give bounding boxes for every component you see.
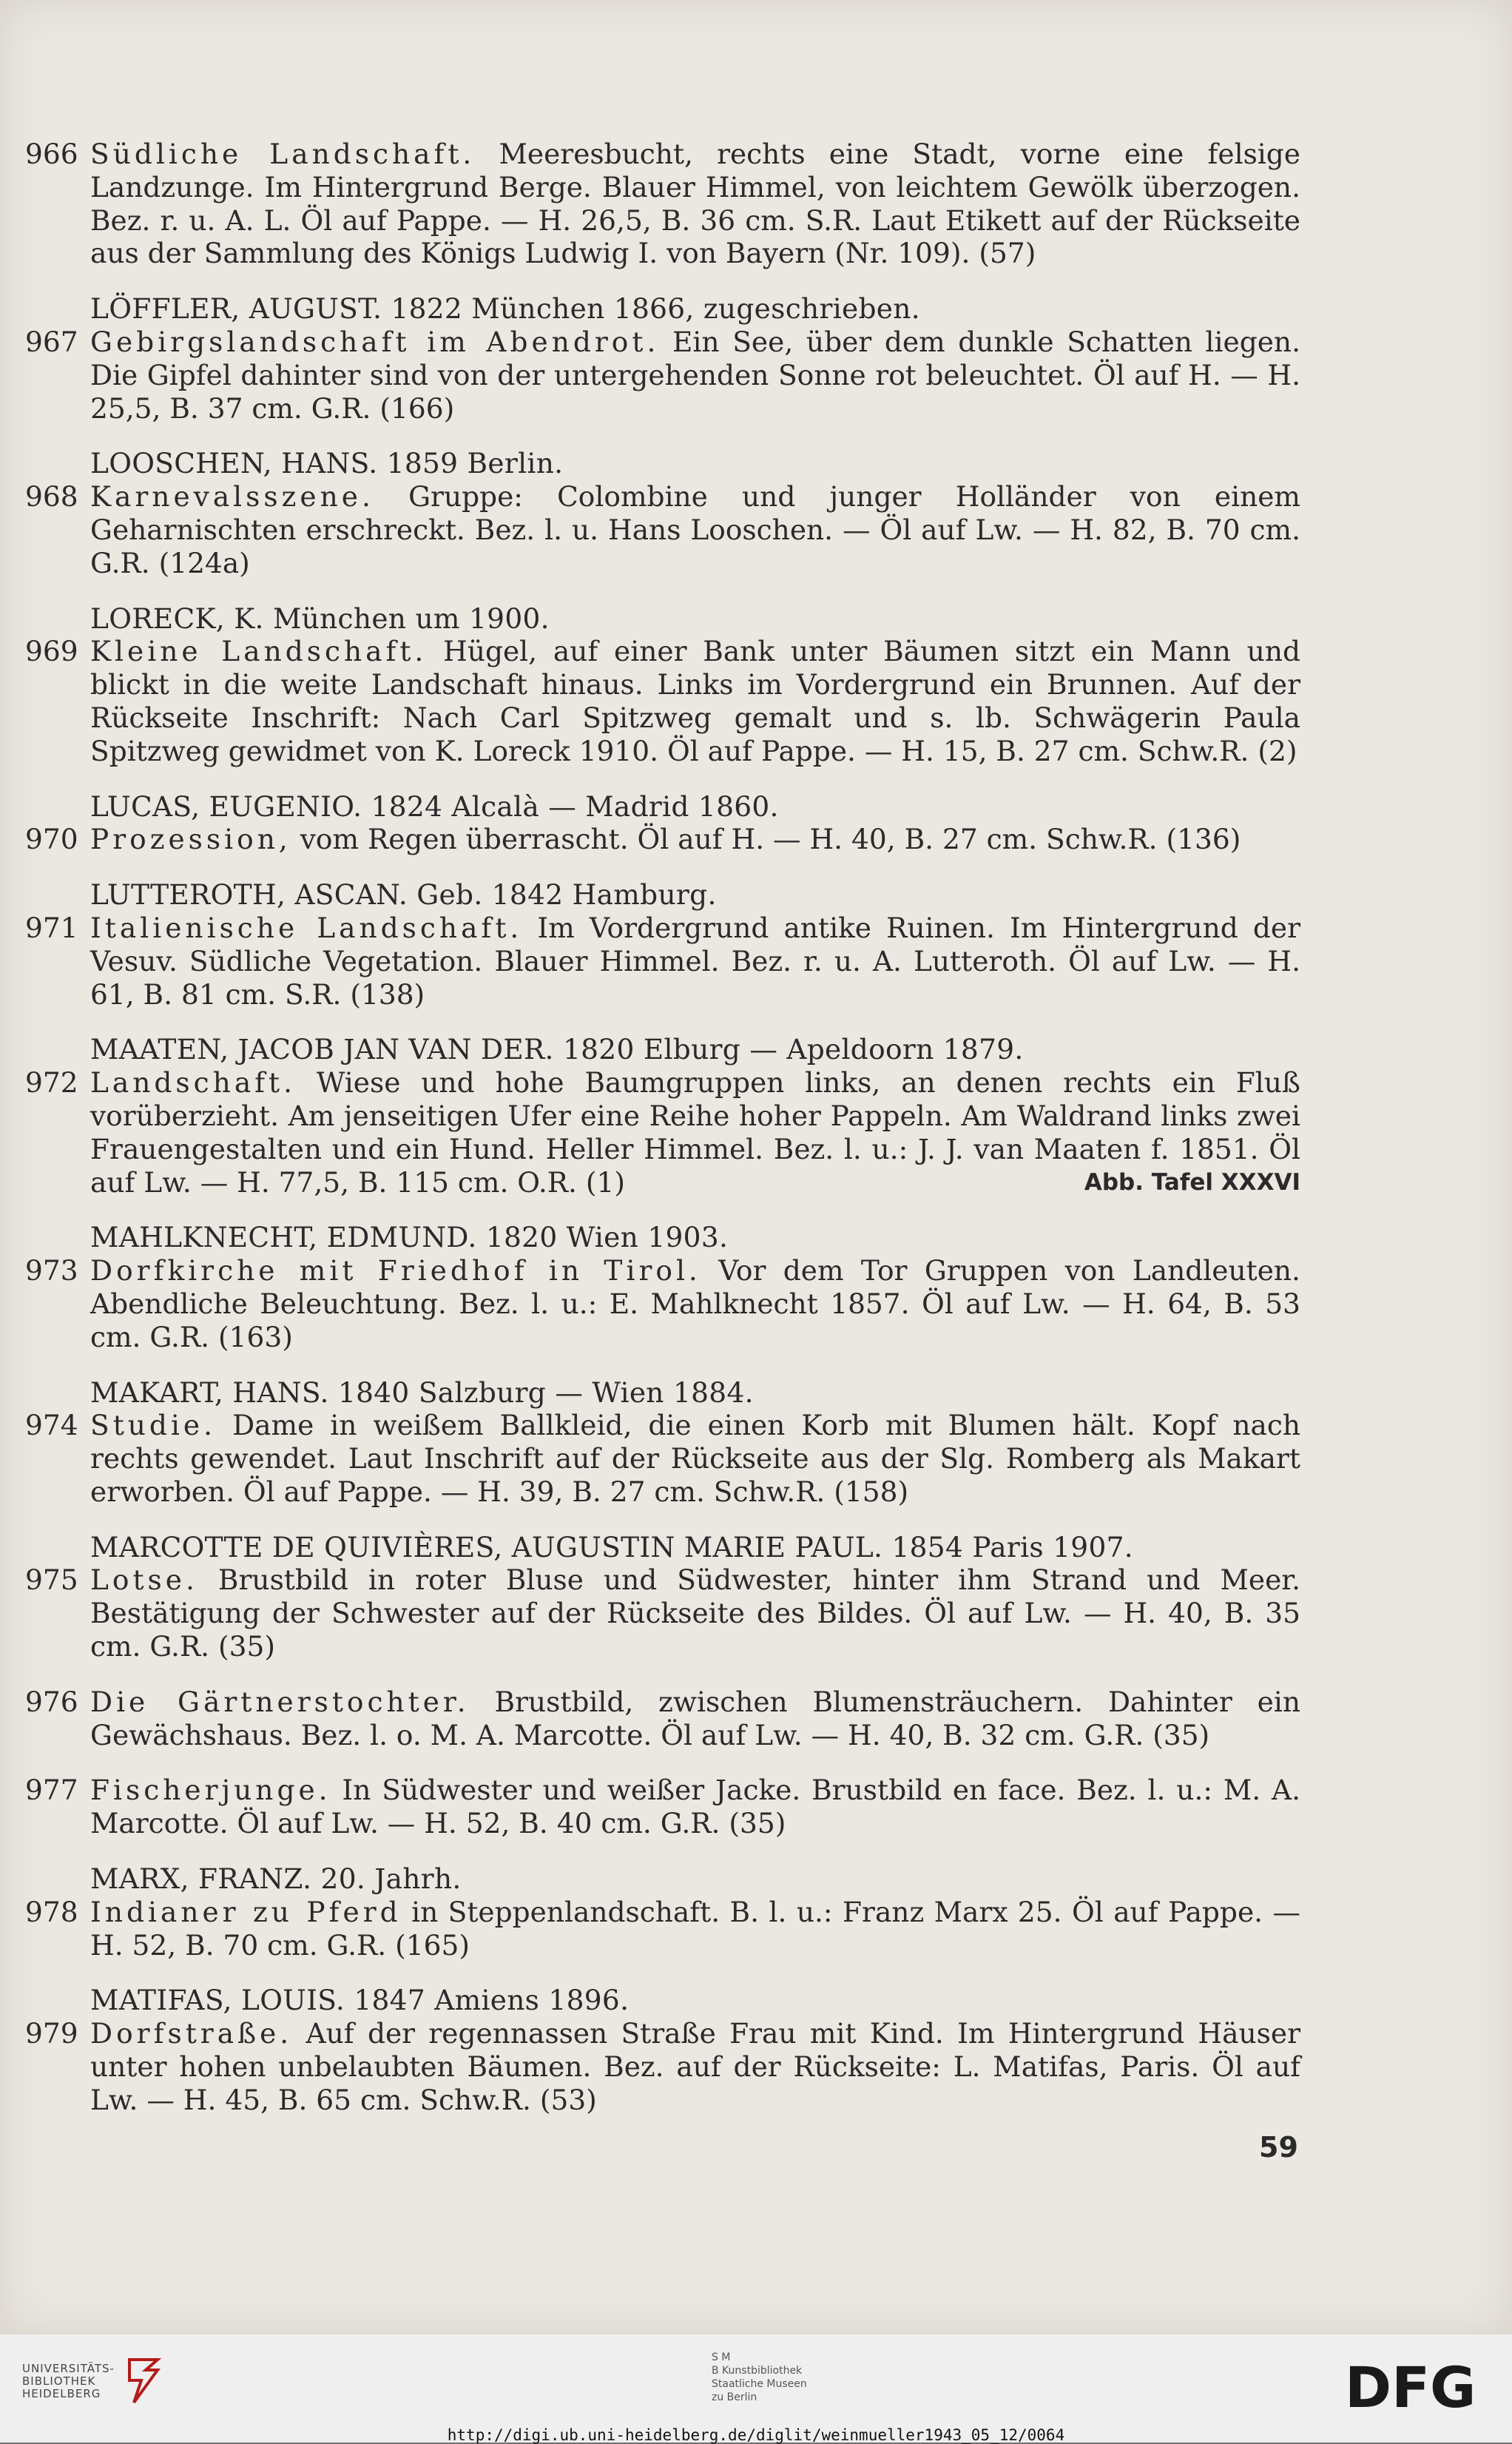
entry-text: Auf der regennassen Straße Frau mit Kind. Im Hintergrund Häuser unter hohen unbelaubten Bäumen. Bez. auf der Rückseite: L. Matifas, Paris. Öl auf Lw. — H. 45, B. 65 cm. Schw.R. (53) xyxy=(90,2017,1300,2116)
catalog-entry xyxy=(25,1066,1300,1199)
entry-number: 973 xyxy=(25,1254,78,1287)
artist-heading: MARCOTTE DE QUIVIÈRES, AUGUSTIN MARIE PAUL. 1854 Paris 1907. xyxy=(90,1530,1133,1563)
entry-title: Die Gärtnerstochter. xyxy=(90,1685,470,1718)
entry-title: Gebirgslandschaft im Abendrot. xyxy=(90,325,660,358)
entry-description xyxy=(90,138,1300,270)
entry-text: In Südwester und weißer Jacke. Brustbild en face. Bez. l. u.: M. A. Marcotte. Öl auf Lw. — H. 52, B. 40 cm. G.R. (35) xyxy=(90,1774,1300,1840)
catalog-entry xyxy=(25,635,1300,767)
artist-heading: LÖFFLER, AUGUST. 1822 München 1866, zugeschrieben. xyxy=(90,292,920,326)
entry-text: Hügel, auf einer Bank unter Bäumen sitzt ein Mann und blickt in die weite Landschaft hinaus. Links im Vordergrund ein Brunnen. Auf der Rückseite Inschrift: Nach Carl Spitzweg gemalt und s. lb. Schwägerin Paula Spitzweg gewidmet von K. Loreck 1910. Öl auf Pappe. — H. 15, B. 27 cm. Schw.R. (2) xyxy=(90,635,1300,767)
entry-title: Südliche Landschaft. xyxy=(90,138,476,170)
entry-number: 971 xyxy=(25,911,78,944)
entry-title: Prozession, xyxy=(90,823,291,856)
university-name: UNIVERSITÄTS- BIBLIOTHEK HEIDELBERG xyxy=(22,2361,115,2400)
entry-number: 968 xyxy=(25,480,78,514)
catalog-entry xyxy=(25,138,1300,270)
entry-title: Lotse. xyxy=(90,1563,198,1597)
heidelberg-emblem-icon xyxy=(124,2355,163,2407)
catalog-entry xyxy=(25,1774,1300,1840)
entry-number: 975 xyxy=(25,1563,78,1597)
catalog-entry xyxy=(25,912,1300,1011)
entry-number: 970 xyxy=(25,823,78,856)
entry-title: Studie. xyxy=(90,1409,217,1442)
entry-number: 969 xyxy=(25,635,78,668)
entry-number: 979 xyxy=(25,2017,78,2050)
entry-number: 976 xyxy=(25,1685,78,1718)
entry-number: 972 xyxy=(25,1066,78,1100)
entry-description xyxy=(90,1774,1300,1840)
entry-text: vom Regen überrascht. Öl auf H. — H. 40, B. 27 cm. Schw.R. (136) xyxy=(291,823,1241,856)
entry-text: Vor dem Tor Gruppen von Landleuten. Abendliche Beleuchtung. Bez. l. u.: E. Mahlknecht 1857. Öl auf Lw. — H. 64, B. 53 cm. G.R. (163) xyxy=(90,1254,1300,1353)
catalog-entry xyxy=(25,823,1300,856)
entry-text: Wiese und hohe Baumgruppen links, an denen rechts ein Fluß vorüberzieht. Am jenseitigen Ufer eine Reihe hoher Pappeln. Am Waldrand links zwei Frauengestalten und ein Hund. Heller Himmel. Bez. l. u.: J. J. van Maaten f. 1851. Öl auf Lw. — H. 77,5, B. 115 cm. O.R. (1) xyxy=(90,1066,1300,1199)
entry-number: 977 xyxy=(25,1774,78,1807)
entry-title: Fischerjunge. xyxy=(90,1774,331,1807)
catalog-text xyxy=(25,138,1300,2117)
entry-description xyxy=(90,1409,1300,1508)
catalog-entry xyxy=(25,1254,1300,1353)
entry-title: Landschaft. xyxy=(90,1066,297,1100)
catalog-entry xyxy=(25,1409,1300,1508)
plate-reference: Abb. Tafel XXXVI xyxy=(1084,1168,1300,1196)
catalog-entry xyxy=(25,1686,1300,1752)
entry-description xyxy=(90,326,1300,425)
entry-number: 966 xyxy=(25,138,78,170)
entry-description xyxy=(90,480,1300,579)
artist-heading: LORECK, K. München um 1900. xyxy=(90,602,550,635)
entry-title: Karnevalsszene. xyxy=(90,480,374,514)
entry-number: 967 xyxy=(25,325,78,358)
entry-title: Kleine Landschaft. xyxy=(90,635,428,668)
entry-number: 978 xyxy=(25,1895,78,1928)
entry-title: Indianer zu Pferd xyxy=(90,1895,402,1928)
catalog-entry xyxy=(25,1563,1300,1663)
entry-description xyxy=(90,1254,1300,1353)
heidelberg-library-logo[interactable] xyxy=(22,2355,163,2407)
entry-text: Im Vordergrund antike Ruinen. Im Hintergrund der Vesuv. Südliche Vegetation. Blauer Himmel. Bez. r. u. A. Lutteroth. Öl auf Lw. — H. 61, B. 81 cm. S.R. (138) xyxy=(90,911,1300,1011)
entry-description xyxy=(90,2017,1300,2116)
entry-text: Brustbild in roter Bluse und Südwester, hinter ihm Strand und Meer. Bestätigung der Schwester auf der Rückseite des Bildes. Öl auf Lw. — H. 40, B. 35 cm. G.R. (35) xyxy=(90,1563,1300,1663)
dfg-logo-text: DFG xyxy=(1345,2364,1476,2411)
catalog-entry xyxy=(25,1896,1300,1962)
page-url[interactable]: http://digi.ub.uni-heidelberg.de/diglit/weinmueller1943_05_12/0064 xyxy=(447,2426,1065,2444)
entry-text: Gruppe: Colombine und junger Holländer von einem Geharnischten erschreckt. Bez. l. u. Hans Looschen. — Öl auf Lw. — H. 82, B. 70 cm. G.R. (124a) xyxy=(90,480,1300,579)
entry-description xyxy=(90,1686,1300,1752)
entry-description xyxy=(90,823,1300,856)
artist-heading: MARX, FRANZ. 20. Jahrh. xyxy=(90,1862,462,1896)
catalog-entry xyxy=(25,480,1300,579)
entry-description xyxy=(90,1896,1300,1962)
entry-number: 974 xyxy=(25,1409,78,1442)
artist-heading: LOOSCHEN, HANS. 1859 Berlin. xyxy=(90,447,564,480)
artist-heading: LUTTEROTH, ASCAN. Geb. 1842 Hamburg. xyxy=(90,878,717,912)
entry-description xyxy=(90,912,1300,1011)
entry-description xyxy=(90,1563,1300,1663)
entry-title: Dorfkirche mit Friedhof in Tirol. xyxy=(90,1254,701,1287)
dfg-logo-icon[interactable] xyxy=(1345,2364,1485,2411)
entry-text: Meeresbucht, rechts eine Stadt, vorne eine felsige Landzunge. Im Hintergrund Berge. Blauer Himmel, von leichtem Gewölk überzogen. Bez. r. u. A. L. Öl auf Pappe. — H. 26,5, B. 36 cm. S.R. Laut Etikett auf der Rückseite aus der Sammlung des Königs Ludwig I. von Bayern (Nr. 109). (57) xyxy=(90,138,1300,270)
page-number: 59 xyxy=(1259,2131,1298,2164)
berlin-library-credit: S M B Kunstbibliothek Staatliche Museen zu Berlin xyxy=(712,2352,807,2403)
catalog-entry xyxy=(25,326,1300,425)
entry-title: Dorfstraße. xyxy=(90,2017,293,2050)
entry-text: in Steppenlandschaft. B. l. u.: Franz Marx 25. Öl auf Pappe. — H. 52, B. 70 cm. G.R. (165) xyxy=(90,1895,1301,1962)
artist-heading: LUCAS, EUGENIO. 1824 Alcalà — Madrid 1860. xyxy=(90,790,779,823)
artist-heading: MAKART, HANS. 1840 Salzburg — Wien 1884. xyxy=(90,1376,754,1409)
entry-text: Dame in weißem Ballkleid, die einen Korb mit Blumen hält. Kopf nach rechts gewendet. Laut Inschrift auf der Rückseite aus der Slg. Romberg als Makart erworben. Öl auf Pappe. — H. 39, B. 27 cm. Schw.R. (158) xyxy=(90,1409,1300,1508)
entry-text: Ein See, über dem dunkle Schatten liegen. Die Gipfel dahinter sind von der untergehenden Sonne rot beleuchtet. Öl auf H. — H. 25,5, B. 37 cm. G.R. (166) xyxy=(90,325,1300,425)
artist-heading: MATIFAS, LOUIS. 1847 Amiens 1896. xyxy=(90,1984,630,2017)
artist-heading: MAATEN, JACOB JAN VAN DER. 1820 Elburg — Apeldoorn 1879. xyxy=(90,1033,1024,1066)
artist-heading: MAHLKNECHT, EDMUND. 1820 Wien 1903. xyxy=(90,1221,729,1254)
entry-title: Italienische Landschaft. xyxy=(90,911,523,944)
catalog-entry xyxy=(25,2017,1300,2116)
entry-description xyxy=(90,1066,1300,1199)
entry-description xyxy=(90,635,1300,767)
entry-text: Brustbild, zwischen Blumensträuchern. Dahinter ein Gewächshaus. Bez. l. o. M. A. Marcotte. Öl auf Lw. — H. 40, B. 32 cm. G.R. (35) xyxy=(90,1685,1300,1751)
